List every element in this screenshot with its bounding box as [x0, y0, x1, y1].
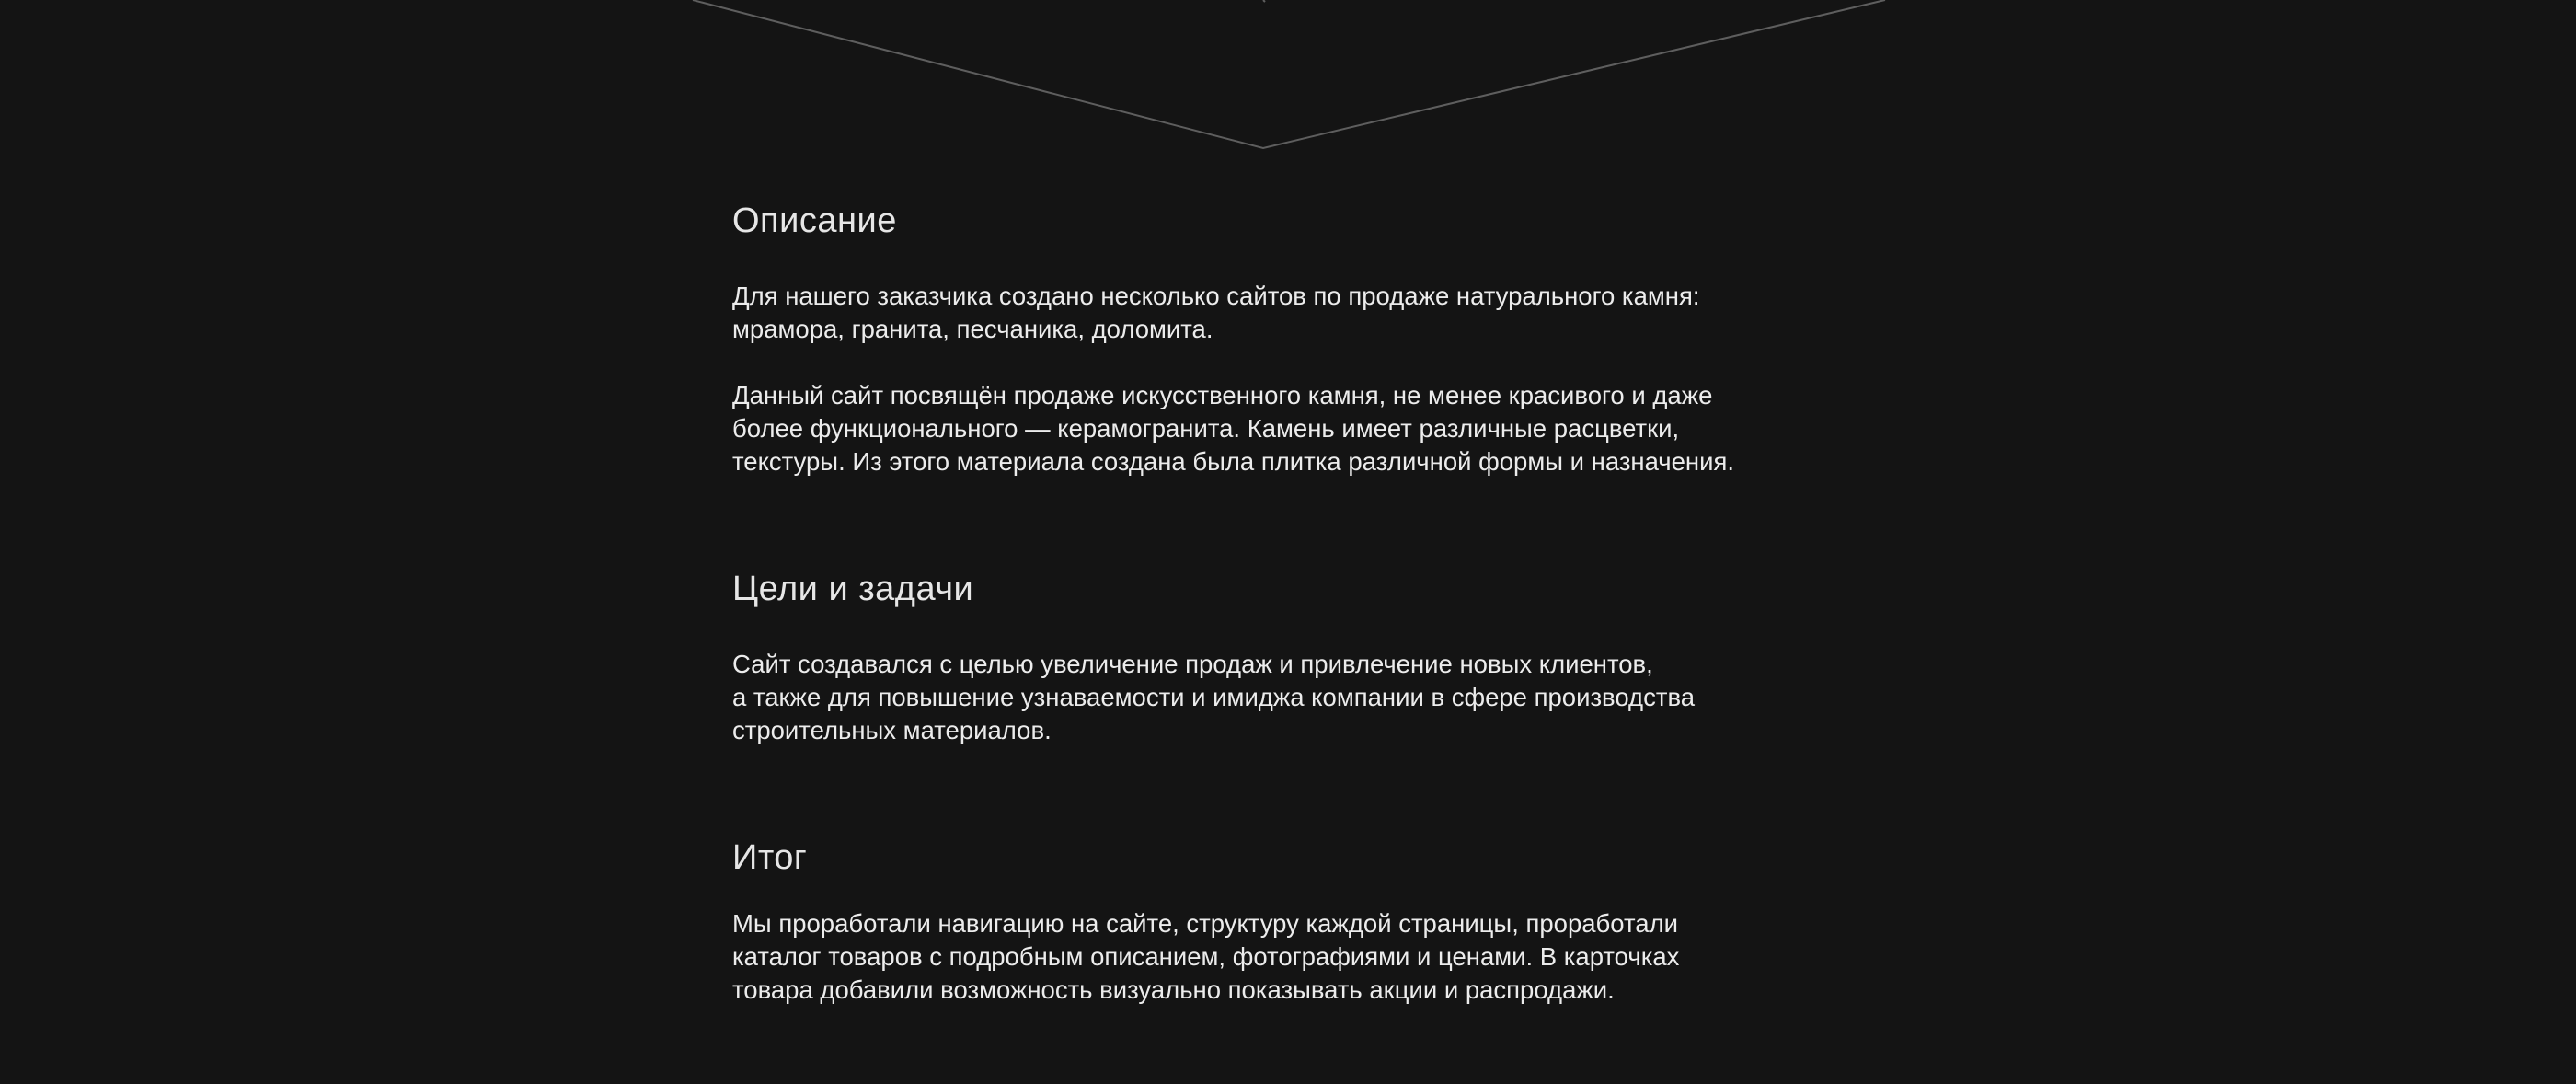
goals-paragraph — [732, 648, 1695, 747]
text-line: а также для повышение узнаваемости и имиджа компании в сфере производства — [732, 683, 1696, 711]
description-paragraph-2 — [732, 379, 1734, 479]
text-line: мрамора, гранита, песчаника, доломита. — [732, 315, 1213, 343]
chevron-divider-icon — [0, 0, 2576, 184]
text-line: каталог товаров с подробным описанием, фотографиями и ценами. В карточках — [732, 942, 1680, 971]
section-title-result: Итог — [732, 838, 808, 877]
text-line: товара добавили возможность визуально показывать акции и распродажи. — [732, 975, 1615, 1004]
text-line: Данный сайт посвящён продаже искусственного камня, не менее красивого и даже — [732, 381, 1713, 409]
text-line: строительных материалов. — [732, 716, 1052, 744]
section-title-description: Описание — [732, 202, 897, 240]
text-line: Для нашего заказчика создано несколько сайтов по продаже натурального камня: — [732, 282, 1700, 310]
section-title-goals: Цели и задачи — [732, 570, 974, 608]
result-paragraph — [732, 907, 1679, 1007]
text-line: более функционального — керамогранита. Камень имеет различные расцветки, — [732, 414, 1680, 443]
text-line: текстуры. Из этого материала создана была плитка различной формы и назначения. — [732, 447, 1735, 476]
description-paragraph-1 — [732, 280, 1700, 346]
text-line: Мы проработали навигацию на сайте, структуру каждой страницы, проработали — [732, 909, 1678, 938]
text-line: Сайт создавался с целью увеличение продаж и привлечение новых клиентов, — [732, 650, 1653, 678]
